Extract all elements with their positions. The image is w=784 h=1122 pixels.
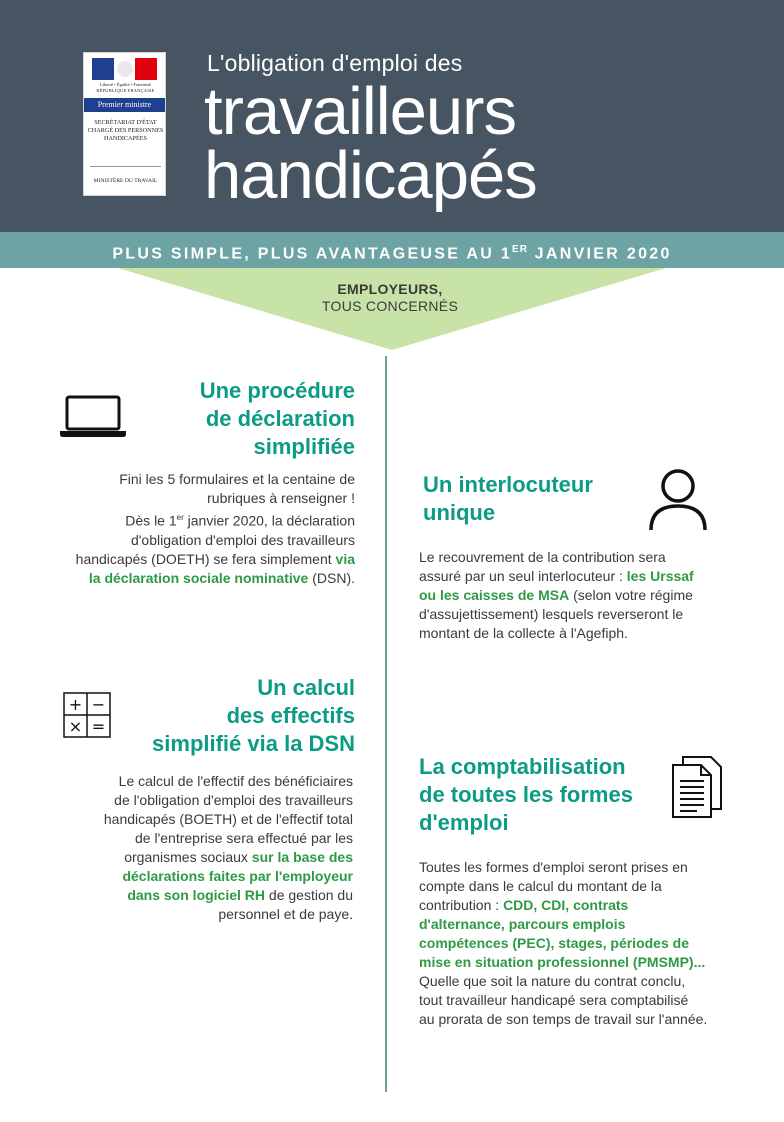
svg-text:×: × xyxy=(68,717,83,736)
comptabilisation-text: Toutes les formes d'emploi seront prises en compte dans le calcul du montant de la contribution : CDD, CDI, contrats d'alternance, parcours emplois compétences (PEC), stages, périodes de mise en situation professionnel (PMSMP)... Quelle que soit la nature du contrat conclu, tout travailleur handicapé sera comptabilisé au prorata de son temps de travail sur l'année. xyxy=(419,859,708,1027)
calcul-heading: Un calcul des effectifs simplifié via la DSN xyxy=(152,675,355,756)
logo-secretariat: SECRÉTARIAT D'ÉTAT CHARGÉ DES PERSONNES HANDICAPÉES xyxy=(87,119,164,142)
procedure-heading: Une procédure de déclaration simplifiée xyxy=(199,378,355,459)
date-banner: PLUS SIMPLE, PLUS AVANTAGEUSE AU 1ER JANVIER 2020 xyxy=(0,232,784,268)
svg-text:+: + xyxy=(68,695,83,714)
laptop-icon xyxy=(59,394,127,440)
interlocuteur-heading: Un interlocuteur unique xyxy=(423,472,593,525)
center-divider xyxy=(385,356,387,1092)
svg-text:−: − xyxy=(91,695,106,714)
logo-premier-ministre: Premier ministre xyxy=(84,98,165,112)
title-small: L'obligation d'emploi des xyxy=(207,50,463,76)
audience-label xyxy=(240,281,540,314)
svg-text:=: = xyxy=(91,717,106,736)
marianne-flag-icon xyxy=(92,58,157,80)
comptabilisation-heading: La comptabilisation de toutes les formes d'emploi xyxy=(419,754,633,835)
logo-ministry: MINISTÈRE DU TRAVAIL xyxy=(93,178,158,184)
procedure-text: Fini les 5 formulaires et la centaine de rubriques à renseigner ! Dès le 1er janvier 2020, la déclaration d'obligation d'emploi des travailleurs handicapés (DOETH) se fera simplement via la déclaration sociale nominative (DSN). xyxy=(75,471,355,586)
audience-line-1: EMPLOYEURS, xyxy=(337,281,443,297)
header xyxy=(0,0,784,232)
logo-motto: Liberté • Égalité • Fraternité xyxy=(100,82,151,87)
government-logo xyxy=(83,52,166,196)
title-big-line-2: handicapés xyxy=(204,138,537,213)
document-icon xyxy=(671,755,723,819)
calcul-text: Le calcul de l'effectif des bénéficiaires de l'obligation d'emploi des travailleurs handicapés (BOETH) et de l'effectif total de l'entreprise sera effectué par les organismes sociaux sur la base des déclarations faites par l'employeur dans son logiciel RH de gestion du personnel et de paye. xyxy=(103,773,353,922)
calculator-icon xyxy=(63,692,111,738)
title-big-line-1: travailleurs xyxy=(204,74,516,149)
user-icon xyxy=(645,466,713,532)
audience-line-2: TOUS CONCERNÉS xyxy=(321,298,459,314)
logo-republic: RÉPUBLIQUE FRANÇAISE xyxy=(96,88,155,93)
interlocuteur-text: Le recouvrement de la contribution sera assuré par un seul interlocuteur : les Urssaf ou les caisses de MSA (selon votre régime d'assujettissement) lesquels reverseront le montant de la collecte à l'Agefiph. xyxy=(419,549,694,641)
